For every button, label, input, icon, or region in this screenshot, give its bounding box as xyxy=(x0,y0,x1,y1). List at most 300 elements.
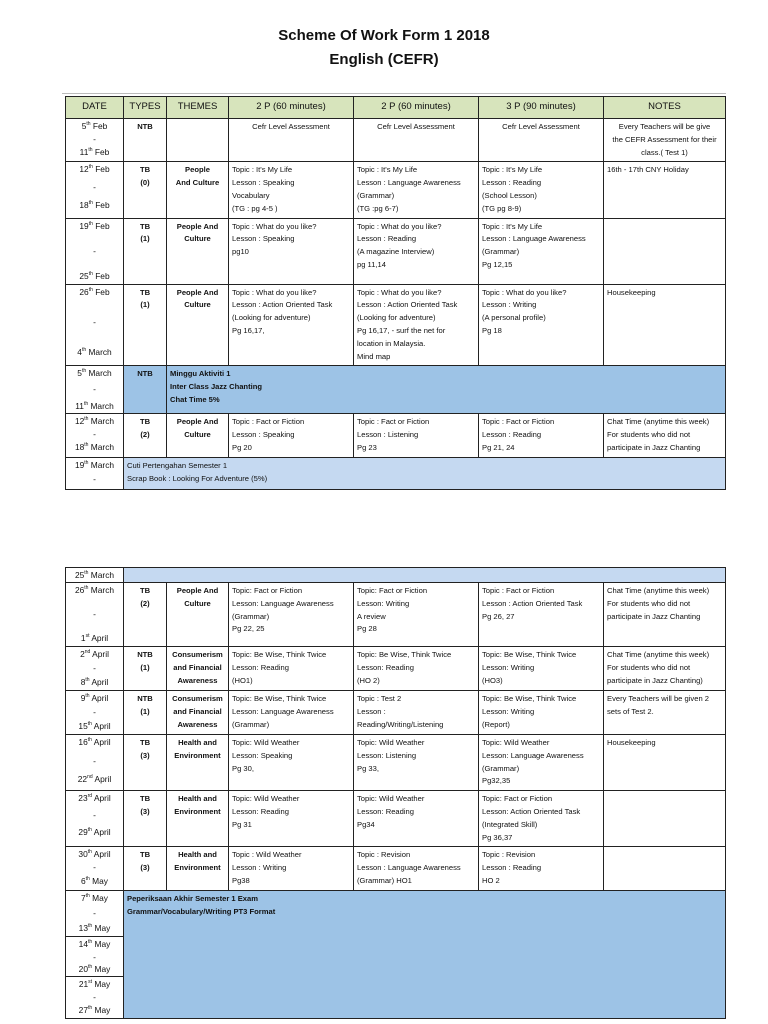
date-label xyxy=(68,875,121,888)
lesson-cell xyxy=(354,791,479,847)
lesson-line: Topic: Be Wise, Think Twice xyxy=(357,650,452,659)
lesson-line: Topic : What do you like? xyxy=(232,287,317,297)
date-cell xyxy=(66,218,124,284)
date-label xyxy=(68,938,121,951)
date-separator: - xyxy=(93,663,96,674)
notes-cell xyxy=(604,162,726,218)
lesson-cell xyxy=(229,583,354,647)
ordinal-suffix: th xyxy=(88,199,93,206)
ordinal-suffix: th xyxy=(88,164,93,171)
ordinal-suffix: st xyxy=(88,978,93,985)
month: April xyxy=(93,721,111,732)
type-line: TB xyxy=(139,850,151,860)
note-line: participate in Jazz Chanting) xyxy=(607,675,703,685)
lesson-line: (TG : pg 4-5 ) xyxy=(232,203,278,213)
lesson-line: Topic: Be Wise, Think Twice xyxy=(482,650,577,659)
lesson-line: Lesson: Writing xyxy=(482,706,535,716)
lesson-line: Topic: Be Wise, Think Twice xyxy=(232,694,327,703)
type-line: (2) xyxy=(140,430,150,440)
day: 26 xyxy=(74,585,85,595)
lesson-cell xyxy=(354,218,479,284)
type-line: (3) xyxy=(140,863,150,873)
column-header: TYPES xyxy=(124,97,167,119)
type-line: NTB xyxy=(137,694,153,703)
table-row xyxy=(66,284,726,366)
theme-line: And Culture xyxy=(175,178,220,188)
day: 21 xyxy=(78,978,89,989)
lesson-line: Lesson : Action Oriented Task xyxy=(482,598,583,608)
banner-cell xyxy=(124,568,726,583)
lesson-cell xyxy=(479,791,604,847)
date-label xyxy=(68,415,121,428)
lesson-cell xyxy=(354,735,479,791)
day: 29 xyxy=(78,827,88,838)
lesson-line: Topic : What do you like? xyxy=(357,287,442,297)
lesson-line: (HO1) xyxy=(232,675,253,685)
table-row xyxy=(66,791,726,847)
ordinal-suffix: th xyxy=(88,1004,93,1011)
date-cell xyxy=(66,457,124,489)
lesson-line: Lesson: Listening xyxy=(357,750,417,760)
lesson-line: Lesson: Writing xyxy=(482,662,535,672)
date-label xyxy=(68,792,121,805)
theme-line: Consumerism xyxy=(172,694,223,703)
type-cell: NTB xyxy=(124,366,167,414)
ordinal-suffix: th xyxy=(84,585,89,591)
theme-cell xyxy=(167,284,229,366)
note-line: sets of Test 2. xyxy=(607,706,654,716)
lesson-cell xyxy=(479,218,604,284)
month: May xyxy=(92,875,108,886)
date-cell xyxy=(66,647,124,691)
theme-line: People And xyxy=(176,417,219,427)
date-label xyxy=(68,400,121,413)
lesson-line: Topic: Fact or Fiction xyxy=(482,794,553,804)
lesson-line: Lesson : Reading xyxy=(482,178,542,188)
note-line: Chat Time (anytime this week) xyxy=(607,586,710,595)
lesson-line: Topic : What do you like? xyxy=(357,221,442,231)
type-line: NTB xyxy=(137,122,153,131)
ordinal-suffix: th xyxy=(87,721,92,728)
lesson-cell xyxy=(229,119,354,162)
type-line: TB xyxy=(139,738,151,747)
type-line: TB xyxy=(139,586,151,595)
theme-line: People And xyxy=(176,221,219,231)
table-row xyxy=(66,218,726,284)
ordinal-suffix: th xyxy=(81,346,87,353)
ordinal-suffix: th xyxy=(88,146,93,153)
date-label xyxy=(68,963,121,976)
month: Feb xyxy=(95,164,110,175)
lesson-line: Mind map xyxy=(357,351,391,361)
date-separator: - xyxy=(93,907,96,918)
day: 4 xyxy=(77,346,82,357)
month: May xyxy=(94,1004,111,1015)
day: 30 xyxy=(78,849,88,860)
date-separator: - xyxy=(93,951,96,962)
lesson-cell xyxy=(229,647,354,691)
lesson-cell xyxy=(479,647,604,691)
banner-line: Inter Class Jazz Chanting xyxy=(170,382,262,392)
day: 26 xyxy=(79,286,89,297)
lesson-line: Lesson : Listening xyxy=(357,430,419,440)
ordinal-suffix: rd xyxy=(87,793,93,800)
day: 5 xyxy=(77,368,82,379)
date-separator: - xyxy=(93,429,96,440)
notes-cell xyxy=(604,691,726,735)
note-line: Every Teachers will be given 2 xyxy=(607,694,710,703)
theme-line: Health and xyxy=(178,850,217,860)
ordinal-suffix: th xyxy=(85,875,90,882)
theme-cell xyxy=(167,162,229,218)
lesson-line: Topic: Wild Weather xyxy=(232,738,300,747)
lesson-line: Lesson: Action Oriented Task xyxy=(482,806,581,816)
type-cell xyxy=(124,218,167,284)
lesson-line: Lesson : Writing xyxy=(232,863,287,873)
date-cell xyxy=(66,119,124,162)
type-cell xyxy=(124,284,167,366)
lesson-line: (Report) xyxy=(482,719,510,729)
month: March xyxy=(90,570,115,580)
day: 12 xyxy=(79,164,89,175)
lesson-cell xyxy=(354,583,479,647)
ordinal-suffix: th xyxy=(88,286,93,293)
lesson-line: Topic: Wild Weather xyxy=(357,794,425,804)
date-cell xyxy=(66,791,124,847)
type-cell xyxy=(124,583,167,647)
lesson-line: Pg 22, 25 xyxy=(232,624,265,634)
banner-line: Scrap Book : Looking For Adventure (5%) xyxy=(127,473,268,483)
theme-line: Health and xyxy=(178,738,217,747)
banner-line: Grammar/Vocabulary/Writing PT3 Format xyxy=(127,906,276,916)
theme-line: Culture xyxy=(184,234,211,244)
ordinal-suffix: th xyxy=(87,849,92,856)
date-label xyxy=(68,648,121,661)
date-label xyxy=(68,286,121,299)
day: 27 xyxy=(78,1004,88,1015)
document-title: Scheme Of Work Form 1 2018 xyxy=(278,27,490,44)
date-label xyxy=(68,773,121,786)
lesson-line: Lesson : Speaking xyxy=(232,430,295,440)
header-row xyxy=(66,97,726,119)
month: May xyxy=(94,938,111,949)
date-separator: - xyxy=(93,810,96,821)
scheme-table-page-1 xyxy=(65,96,726,490)
date-label xyxy=(68,676,121,689)
date-label xyxy=(68,736,121,749)
note-line: Housekeeping xyxy=(607,738,656,747)
ordinal-suffix: th xyxy=(83,400,89,407)
date-label xyxy=(68,1004,121,1017)
date-cell xyxy=(66,735,124,791)
date-separator: - xyxy=(93,181,96,192)
ordinal-suffix: th xyxy=(85,892,90,899)
column-header: 2 P (60 minutes) xyxy=(229,97,354,119)
lesson-line: Topic : Wild Weather xyxy=(232,850,302,860)
month: May xyxy=(92,892,108,903)
lesson-line: Pg 16,17, xyxy=(232,325,265,335)
lesson-line: Lesson : Language Awareness xyxy=(482,234,586,244)
date-label xyxy=(68,584,121,597)
type-line: TB xyxy=(139,165,151,175)
notes-cell xyxy=(604,847,726,890)
ordinal-suffix: th xyxy=(81,368,87,375)
theme-line: Awareness xyxy=(177,675,218,685)
theme-line: Awareness xyxy=(177,719,218,729)
lesson-cell xyxy=(229,414,354,457)
ordinal-suffix: th xyxy=(84,570,89,576)
lesson-line: Pg 12,15 xyxy=(482,259,513,269)
lesson-line: Topic : Fact or Fiction xyxy=(482,586,555,595)
date-label xyxy=(68,632,121,645)
lesson-line: Lesson : Speaking xyxy=(232,178,295,188)
lesson-line: (A personal profile) xyxy=(482,313,546,323)
note-line: Chat Time (anytime this week) xyxy=(607,650,710,659)
month: April xyxy=(93,849,111,860)
lesson-cell xyxy=(479,414,604,457)
lesson-line: Topic: Wild Weather xyxy=(232,794,300,804)
date-cell xyxy=(66,890,124,936)
ordinal-suffix: nd xyxy=(87,774,93,781)
lesson-line: (Grammar) xyxy=(232,719,270,729)
type-cell xyxy=(124,647,167,691)
lesson-line: Pg 21, 24 xyxy=(482,442,515,452)
lesson-line: Topic: Wild Weather xyxy=(482,738,550,747)
month: Feb xyxy=(95,270,110,281)
date-cell xyxy=(66,568,124,583)
column-header: 2 P (60 minutes) xyxy=(354,97,479,119)
type-line: (3) xyxy=(140,750,150,760)
banner-line: Chat Time 5% xyxy=(170,394,220,404)
lesson-line: Lesson : Language Awareness xyxy=(357,863,461,873)
day: 19 xyxy=(74,459,85,470)
theme-cell xyxy=(167,218,229,284)
month: April xyxy=(91,693,109,703)
lesson-line: Lesson : Reading xyxy=(482,863,542,873)
date-separator: - xyxy=(93,133,96,144)
type-cell xyxy=(124,414,167,457)
lesson-cell xyxy=(479,735,604,791)
ordinal-suffix: nd xyxy=(84,649,91,655)
month: March xyxy=(88,346,112,357)
lesson-cell xyxy=(354,119,479,162)
type-line: (3) xyxy=(140,806,150,816)
lesson-cell xyxy=(354,847,479,890)
notes-cell xyxy=(604,583,726,647)
ordinal-suffix: st xyxy=(85,633,90,640)
lesson-line: Pg 33, xyxy=(357,763,379,773)
notes-cell xyxy=(604,735,726,791)
type-cell xyxy=(124,119,167,162)
type-cell xyxy=(124,162,167,218)
month: April xyxy=(91,633,109,644)
date-label xyxy=(68,270,121,283)
theme-line: People xyxy=(185,165,210,175)
lesson-line: Topic : It's My Life xyxy=(357,165,418,175)
note-line: Chat Time (anytime this week) xyxy=(607,417,710,427)
lesson-cell xyxy=(479,847,604,890)
lesson-line: (Grammar) xyxy=(482,247,520,257)
notes-cell xyxy=(604,647,726,691)
day: 20 xyxy=(78,964,88,975)
day: 1 xyxy=(80,633,86,644)
lesson-line: HO 2 xyxy=(482,875,500,885)
lesson-cell xyxy=(354,691,479,735)
ordinal-suffix: th xyxy=(88,220,93,227)
lesson-line: Lesson: Language Awareness xyxy=(232,598,334,608)
type-line: (2) xyxy=(140,598,150,608)
lesson-cell xyxy=(354,414,479,457)
note-line: For students who did not xyxy=(607,662,691,672)
month: Feb xyxy=(95,199,110,210)
note-line: participate in Jazz Chanting xyxy=(607,611,701,621)
lesson-line: (School Lesson) xyxy=(482,190,537,200)
theme-line: and Financial xyxy=(173,706,222,716)
lesson-cell xyxy=(354,162,479,218)
lesson-cell xyxy=(479,284,604,366)
ordinal-suffix: th xyxy=(87,737,92,743)
lesson-cell xyxy=(229,691,354,735)
month: May xyxy=(94,978,111,989)
lesson-cell xyxy=(479,691,604,735)
date-separator: - xyxy=(93,474,96,485)
table-row xyxy=(66,162,726,218)
lesson-line: Pg 28 xyxy=(357,624,377,634)
lesson-line: Cefr Level Assessment xyxy=(377,122,455,131)
table-row xyxy=(66,568,726,583)
date-label xyxy=(68,692,121,705)
ordinal-suffix: th xyxy=(84,416,89,423)
day: 6 xyxy=(81,875,86,886)
month: March xyxy=(90,459,115,470)
banner-cell xyxy=(124,457,726,489)
table-row xyxy=(66,847,726,890)
lesson-line: Topic: Be Wise, Think Twice xyxy=(482,694,577,703)
date-cell xyxy=(66,284,124,366)
lesson-line: Lesson: Reading xyxy=(232,806,289,816)
date-cell xyxy=(66,936,124,976)
day: 22 xyxy=(77,774,88,785)
month: May xyxy=(94,922,111,933)
date-cell xyxy=(66,691,124,735)
date-separator: - xyxy=(93,991,96,1002)
day: 25 xyxy=(79,270,89,281)
theme-line: Culture xyxy=(184,430,211,440)
ordinal-suffix: th xyxy=(86,121,91,127)
date-label xyxy=(68,120,121,133)
date-label xyxy=(68,922,121,935)
lesson-line: Lesson : Speaking xyxy=(232,234,295,244)
type-line: TB xyxy=(139,794,151,804)
ordinal-suffix: th xyxy=(88,964,93,971)
date-separator: - xyxy=(93,245,96,256)
lesson-line: Topic: Fact or Fiction xyxy=(357,586,428,595)
day: 13 xyxy=(78,922,88,933)
month: Feb xyxy=(95,286,110,297)
type-line: (1) xyxy=(140,300,150,310)
banner-cell xyxy=(167,366,726,414)
theme-cell xyxy=(167,119,229,162)
lesson-line: Topic : Fact or Fiction xyxy=(232,417,305,427)
date-label xyxy=(68,220,121,233)
lesson-line: Cefr Level Assessment xyxy=(502,122,580,131)
type-line: TB xyxy=(139,221,151,231)
type-line: (1) xyxy=(140,234,150,244)
type-cell xyxy=(124,847,167,890)
lesson-line: Topic : Test 2 xyxy=(357,694,402,703)
day: 11 xyxy=(79,146,89,157)
notes-cell xyxy=(604,791,726,847)
theme-line: Consumerism xyxy=(172,650,223,659)
date-label xyxy=(68,848,121,861)
theme-cell xyxy=(167,847,229,890)
day: 18 xyxy=(74,441,85,452)
date-label xyxy=(68,199,121,212)
month: March xyxy=(90,441,115,452)
month: April xyxy=(93,793,111,804)
lesson-line: (Integrated Skill) xyxy=(482,819,538,829)
lesson-line: pg10 xyxy=(232,247,249,257)
ordinal-suffix: th xyxy=(88,922,93,929)
lesson-line: Topic : It's My Life xyxy=(482,221,543,231)
lesson-line: pg 11,14 xyxy=(357,259,386,269)
lesson-line: Lesson: Writing xyxy=(357,598,410,608)
day: 8 xyxy=(80,677,86,688)
lesson-line: Lesson: Reading xyxy=(232,662,289,672)
lesson-line: Topic : It's My Life xyxy=(232,165,293,175)
date-label xyxy=(68,459,121,472)
type-line: NTB xyxy=(137,650,153,659)
theme-line: Health and xyxy=(178,794,217,804)
table-row xyxy=(66,691,726,735)
lesson-line: Pg34 xyxy=(357,819,375,829)
column-header: 3 P (90 minutes) xyxy=(479,97,604,119)
lesson-line: Lesson : xyxy=(357,706,386,716)
theme-line: Environment xyxy=(174,806,221,816)
day: 25 xyxy=(74,570,85,580)
day: 23 xyxy=(78,793,88,804)
lesson-line: Topic: Wild Weather xyxy=(357,738,425,747)
lesson-cell xyxy=(479,119,604,162)
lesson-cell xyxy=(229,847,354,890)
banner-line: Cuti Pertengahan Semester 1 xyxy=(127,460,228,470)
lesson-line: Topic : Revision xyxy=(357,850,411,860)
type-line: (1) xyxy=(140,706,150,716)
type-cell xyxy=(124,735,167,791)
column-header: NOTES xyxy=(604,97,726,119)
note-line: Housekeeping xyxy=(607,287,656,297)
lesson-line: Lesson: Speaking xyxy=(232,750,293,760)
note-line: 16th - 17th CNY Holiday xyxy=(607,165,689,175)
theme-cell xyxy=(167,791,229,847)
document-subtitle: English (CEFR) xyxy=(329,51,439,68)
date-label xyxy=(68,163,121,176)
date-label xyxy=(68,569,121,582)
day: 14 xyxy=(78,938,88,949)
date-cell xyxy=(66,976,124,1018)
lesson-line: Pg 36,37 xyxy=(482,832,513,842)
month: April xyxy=(93,827,111,838)
theme-line: Culture xyxy=(184,598,211,608)
day: 11 xyxy=(75,400,84,411)
theme-cell xyxy=(167,647,229,691)
date-label xyxy=(68,346,121,359)
lesson-line: Pg32,35 xyxy=(482,776,511,786)
lesson-cell xyxy=(229,284,354,366)
lesson-line: (HO 2) xyxy=(357,675,380,685)
date-cell xyxy=(66,366,124,414)
day: 18 xyxy=(79,199,89,210)
